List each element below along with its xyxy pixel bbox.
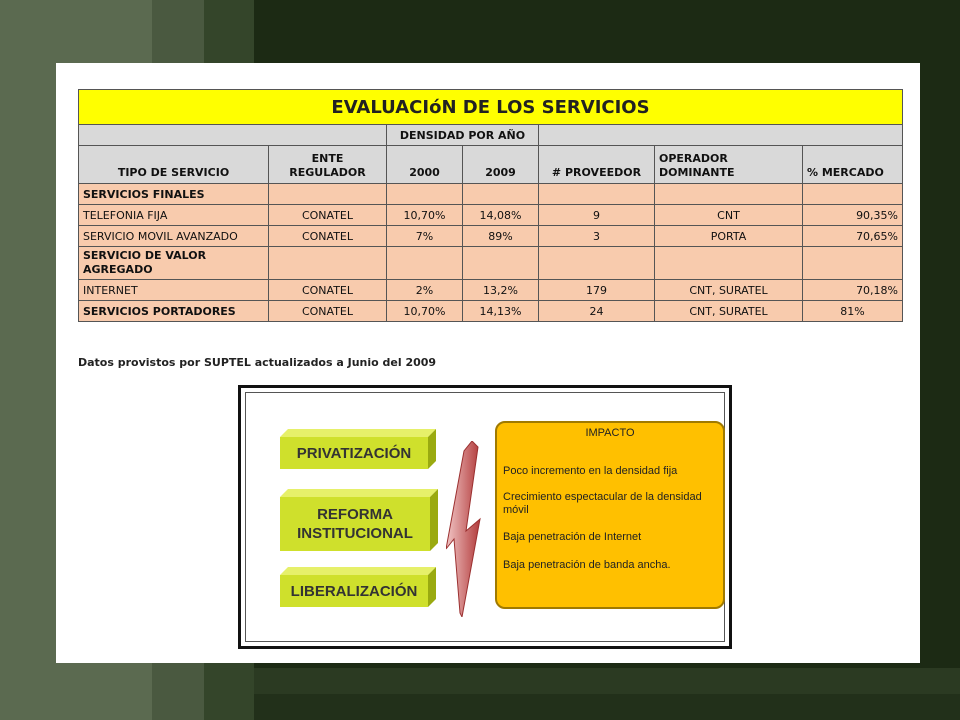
cell-2000 xyxy=(387,247,463,280)
table-row xyxy=(79,184,903,205)
block-label: REFORMA INSTITUCIONAL xyxy=(297,506,413,542)
cell-operador xyxy=(655,184,803,205)
cell-2009 xyxy=(463,184,539,205)
cell-ente xyxy=(269,247,387,280)
cell-tipo: SERVICIOS PORTADORES xyxy=(79,301,269,322)
cell-mercado: 81% xyxy=(803,301,903,322)
cell-proveedor: 24 xyxy=(539,301,655,322)
diagram-frame xyxy=(245,392,725,642)
cell-ente: CONATEL xyxy=(269,280,387,301)
impact-item: Crecimiento espectacular de la densidad móvil xyxy=(503,491,702,516)
impact-item: Baja penetración de banda ancha. xyxy=(503,559,671,571)
block-label: PRIVATIZACIÓN xyxy=(296,445,412,462)
cell-ente xyxy=(269,184,387,205)
impact-title: IMPACTO xyxy=(585,427,635,439)
header-2000: 2000 xyxy=(387,146,463,184)
cell-ente: CONATEL xyxy=(269,205,387,226)
cell-tipo: SERVICIOS FINALES xyxy=(79,184,269,205)
header-proveedor: # PROVEEDOR xyxy=(539,146,655,184)
cell-mercado: 70,18% xyxy=(803,280,903,301)
cell-proveedor xyxy=(539,184,655,205)
background-band xyxy=(254,668,960,694)
cell-2009: 13,2% xyxy=(463,280,539,301)
impact-item: Poco incremento en la densidad fija xyxy=(503,465,678,477)
cell-proveedor: 179 xyxy=(539,280,655,301)
cell-ente: CONATEL xyxy=(269,226,387,247)
impact-item: Baja penetración de Internet xyxy=(503,531,642,543)
cell-operador: PORTA xyxy=(655,226,803,247)
table-row xyxy=(79,301,903,322)
cell-2000: 2% xyxy=(387,280,463,301)
cell-ente: CONATEL xyxy=(269,301,387,322)
table-title: EVALUACIóN DE LOS SERVICIOS xyxy=(79,90,903,125)
cell-operador: CNT xyxy=(655,205,803,226)
cell-2000: 7% xyxy=(387,226,463,247)
header-ente: ENTE REGULADOR xyxy=(269,146,387,184)
block-liberalizacion xyxy=(280,567,440,607)
cell-operador xyxy=(655,247,803,280)
cell-tipo: TELEFONIA FIJA xyxy=(79,205,269,226)
source-note: Datos provistos por SUPTEL actualizados a Junio del 2009 xyxy=(78,356,437,369)
cell-2009: 89% xyxy=(463,226,539,247)
lightning-arrow-icon xyxy=(446,441,486,617)
table-row xyxy=(79,226,903,247)
cell-mercado xyxy=(803,247,903,280)
cell-2000: 10,70% xyxy=(387,301,463,322)
cell-2009: 14,08% xyxy=(463,205,539,226)
header-operador: OPERADOR DOMINANTE xyxy=(655,146,803,184)
block-reforma xyxy=(280,489,442,551)
table-row xyxy=(79,280,903,301)
cell-2009 xyxy=(463,247,539,280)
header-spacer xyxy=(539,125,903,146)
density-group-header: DENSIDAD POR AÑO xyxy=(387,125,539,146)
slide-content xyxy=(56,63,920,663)
impact-box xyxy=(495,421,725,609)
cell-operador: CNT, SURATEL xyxy=(655,301,803,322)
cell-tipo: SERVICIO MOVIL AVANZADO xyxy=(79,226,269,247)
block-label: LIBERALIZACIÓN xyxy=(290,583,418,600)
cell-mercado xyxy=(803,184,903,205)
table-row xyxy=(79,205,903,226)
cell-tipo: INTERNET xyxy=(79,280,269,301)
cell-proveedor: 9 xyxy=(539,205,655,226)
header-tipo: TIPO DE SERVICIO xyxy=(79,146,269,184)
cell-proveedor: 3 xyxy=(539,226,655,247)
header-mercado: % MERCADO xyxy=(803,146,903,184)
services-table xyxy=(78,89,903,322)
cell-2000: 10,70% xyxy=(387,205,463,226)
cell-tipo: SERVICIO DE VALOR AGREGADO xyxy=(79,247,269,280)
table-row xyxy=(79,247,903,280)
cell-proveedor xyxy=(539,247,655,280)
impact-diagram xyxy=(238,385,732,649)
header-2009: 2009 xyxy=(463,146,539,184)
cell-2009: 14,13% xyxy=(463,301,539,322)
cell-mercado: 70,65% xyxy=(803,226,903,247)
cell-mercado: 90,35% xyxy=(803,205,903,226)
block-privatizacion xyxy=(280,429,440,469)
header-spacer xyxy=(79,125,387,146)
background-band xyxy=(254,694,960,720)
cell-2000 xyxy=(387,184,463,205)
cell-operador: CNT, SURATEL xyxy=(655,280,803,301)
